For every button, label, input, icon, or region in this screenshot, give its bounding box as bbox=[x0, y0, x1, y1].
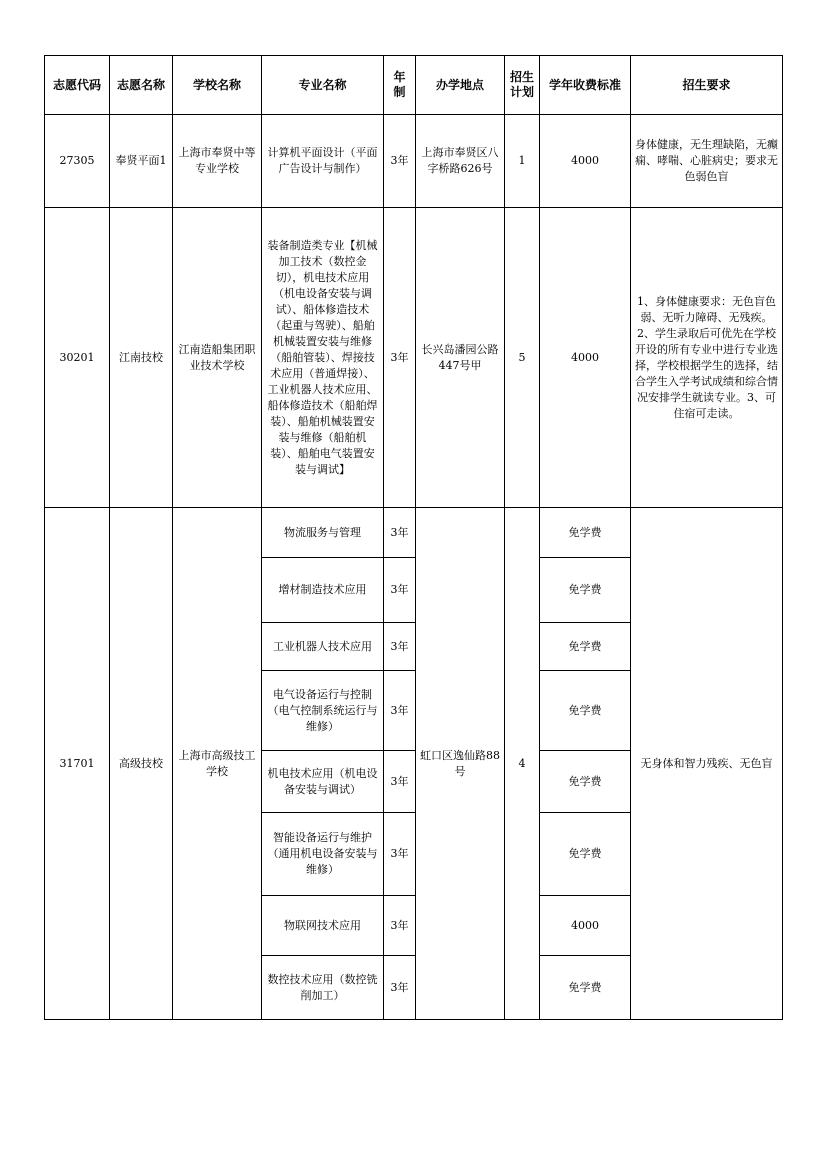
cell-fee: 免学费 bbox=[540, 956, 631, 1020]
header-requirements: 招生要求 bbox=[631, 56, 783, 115]
cell-requirements: 身体健康，无生理缺陷，无癫痫、哮喘、心脏病史；要求无色弱色盲 bbox=[631, 115, 783, 208]
cell-plan: 4 bbox=[505, 508, 540, 1020]
table-row bbox=[45, 508, 783, 558]
cell-fee: 免学费 bbox=[540, 623, 631, 671]
cell-requirements: 1、身体健康要求：无色盲色弱、无听力障碍、无残疾。2、学生录取后可优先在学校开设的所有专业中进行专业选择，学校根据学生的选择，结合学生入学考试成绩和综合情况安排学生就读专业。3、可住宿可走读。 bbox=[631, 208, 783, 508]
cell-years: 3年 bbox=[384, 208, 416, 508]
header-code: 志愿代码 bbox=[45, 56, 110, 115]
table-row bbox=[45, 115, 783, 208]
header-years-line2: 制 bbox=[393, 85, 406, 99]
header-plan bbox=[505, 56, 540, 115]
cell-fee: 免学费 bbox=[540, 813, 631, 896]
cell-fee: 4000 bbox=[540, 115, 631, 208]
cell-years: 3年 bbox=[384, 558, 416, 623]
cell-location: 上海市奉贤区八字桥路626号 bbox=[416, 115, 505, 208]
cell-plan: 1 bbox=[505, 115, 540, 208]
header-years bbox=[384, 56, 416, 115]
cell-fee: 免学费 bbox=[540, 751, 631, 813]
cell-fee: 免学费 bbox=[540, 671, 631, 751]
header-years-line1: 年 bbox=[393, 70, 406, 84]
cell-major: 计算机平面设计（平面广告设计与制作） bbox=[262, 115, 384, 208]
cell-name: 高级技校 bbox=[110, 508, 173, 1020]
cell-name: 奉贤平面1 bbox=[110, 115, 173, 208]
cell-requirements: 无身体和智力残疾、无色盲 bbox=[631, 508, 783, 1020]
cell-major: 智能设备运行与维护（通用机电设备安装与维修） bbox=[262, 813, 384, 896]
cell-school: 江南造船集团职业技术学校 bbox=[173, 208, 262, 508]
header-row bbox=[45, 56, 783, 115]
cell-years: 3年 bbox=[384, 896, 416, 956]
cell-fee: 4000 bbox=[540, 896, 631, 956]
cell-name: 江南技校 bbox=[110, 208, 173, 508]
cell-school: 上海市奉贤中等专业学校 bbox=[173, 115, 262, 208]
cell-major: 电气设备运行与控制（电气控制系统运行与维修） bbox=[262, 671, 384, 751]
header-fee: 学年收费标准 bbox=[540, 56, 631, 115]
cell-major: 物流服务与管理 bbox=[262, 508, 384, 558]
cell-plan: 5 bbox=[505, 208, 540, 508]
cell-code: 31701 bbox=[45, 508, 110, 1020]
header-plan-line2: 计划 bbox=[509, 85, 534, 99]
enrollment-table bbox=[44, 55, 783, 1020]
cell-fee: 4000 bbox=[540, 208, 631, 508]
cell-code: 27305 bbox=[45, 115, 110, 208]
cell-years: 3年 bbox=[384, 956, 416, 1020]
cell-fee: 免学费 bbox=[540, 558, 631, 623]
cell-major: 装备制造类专业【机械加工技术（数控金切），机电技术应用（机电设备安装与调试）、船体修造技术（起重与驾驶）、船舶机械装置安装与维修（船舶管装）、焊接技术应用（普通焊接）、工业机器人技术应用、船体修造技术（船舶焊装）、船舶机械装置安装与维修（船舶机装）、船舶电气装置安装与调试】 bbox=[262, 208, 384, 508]
cell-major: 工业机器人技术应用 bbox=[262, 623, 384, 671]
cell-code: 30201 bbox=[45, 208, 110, 508]
header-name: 志愿名称 bbox=[110, 56, 173, 115]
cell-school: 上海市高级技工学校 bbox=[173, 508, 262, 1020]
cell-years: 3年 bbox=[384, 623, 416, 671]
header-location: 办学地点 bbox=[416, 56, 505, 115]
header-school: 学校名称 bbox=[173, 56, 262, 115]
cell-major: 物联网技术应用 bbox=[262, 896, 384, 956]
header-major: 专业名称 bbox=[262, 56, 384, 115]
cell-years: 3年 bbox=[384, 751, 416, 813]
cell-major: 机电技术应用（机电设备安装与调试） bbox=[262, 751, 384, 813]
table-row bbox=[45, 208, 783, 508]
cell-years: 3年 bbox=[384, 671, 416, 751]
cell-fee: 免学费 bbox=[540, 508, 631, 558]
cell-years: 3年 bbox=[384, 813, 416, 896]
cell-years: 3年 bbox=[384, 508, 416, 558]
header-plan-line1: 招生 bbox=[509, 70, 534, 84]
cell-location: 虹口区逸仙路88号 bbox=[416, 508, 505, 1020]
cell-years: 3年 bbox=[384, 115, 416, 208]
cell-location: 长兴岛潘园公路447号甲 bbox=[416, 208, 505, 508]
cell-major: 数控技术应用（数控铣削加工） bbox=[262, 956, 384, 1020]
cell-major: 增材制造技术应用 bbox=[262, 558, 384, 623]
